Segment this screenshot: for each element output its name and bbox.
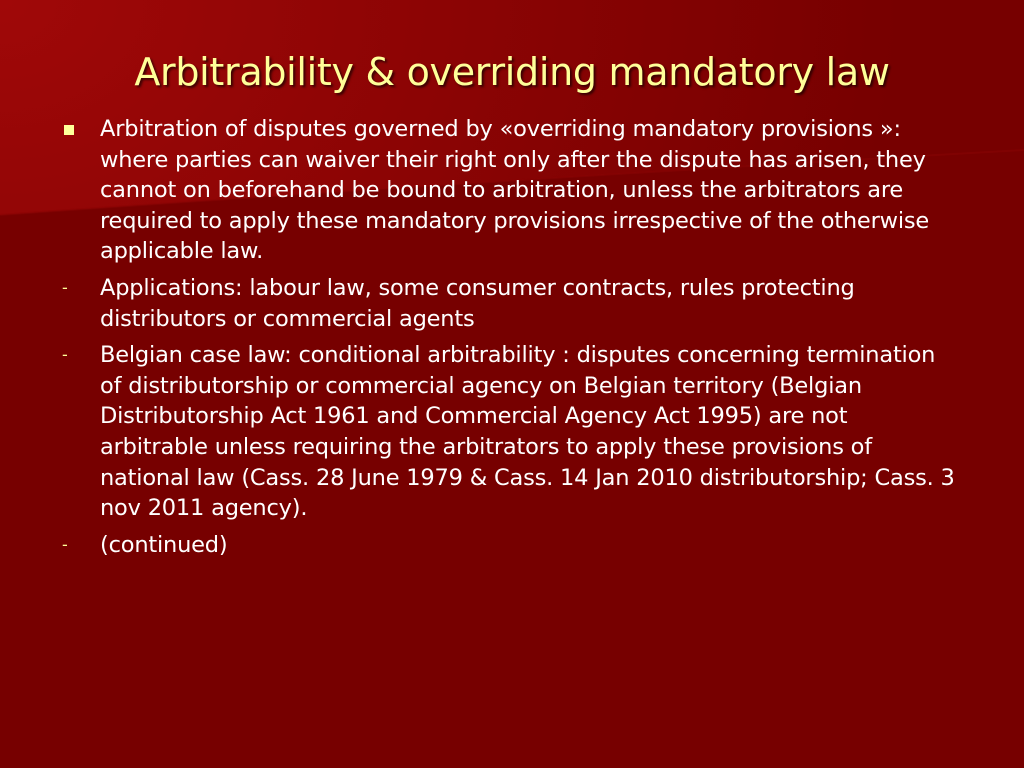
bullet-text: Applications: labour law, some consumer contracts, rules protecting distributors or commercial agents [100,274,855,332]
bullet-list [60,114,960,566]
bullet-text: (continued) [100,531,228,558]
dash-bullet-icon: - [62,277,68,297]
bullet-item [60,273,960,334]
square-bullet-icon [64,125,74,135]
bullet-text: Arbitration of disputes governed by «overriding mandatory provisions »: where parties can waiver their right only after the dispute has arisen, they cannot on beforehand be bound to arbitration, unless the arbitrators are required to apply these mandatory provisions irrespective of the otherwise applicable law. [100,116,930,265]
dash-bullet-icon: - [62,534,68,554]
bullet-item [60,530,960,561]
dash-bullet-icon: - [62,345,68,365]
slide-title: Arbitrability & overriding mandatory law [134,50,890,94]
bullet-item [60,114,960,267]
bullet-text: Belgian case law: conditional arbitrability : disputes concerning termination of distributorship or commercial agency on Belgian territory (Belgian Distributorship Act 1961 and Commercial Agency Act 1995) are not arbitrable unless requiring the arbitrators to apply these provisions of national law (Cass. 28 June 1979 & Cass. 14 Jan 2010 distributorship; Cass. 3 nov 2011 agency). [100,342,955,522]
bullet-item [60,340,960,524]
